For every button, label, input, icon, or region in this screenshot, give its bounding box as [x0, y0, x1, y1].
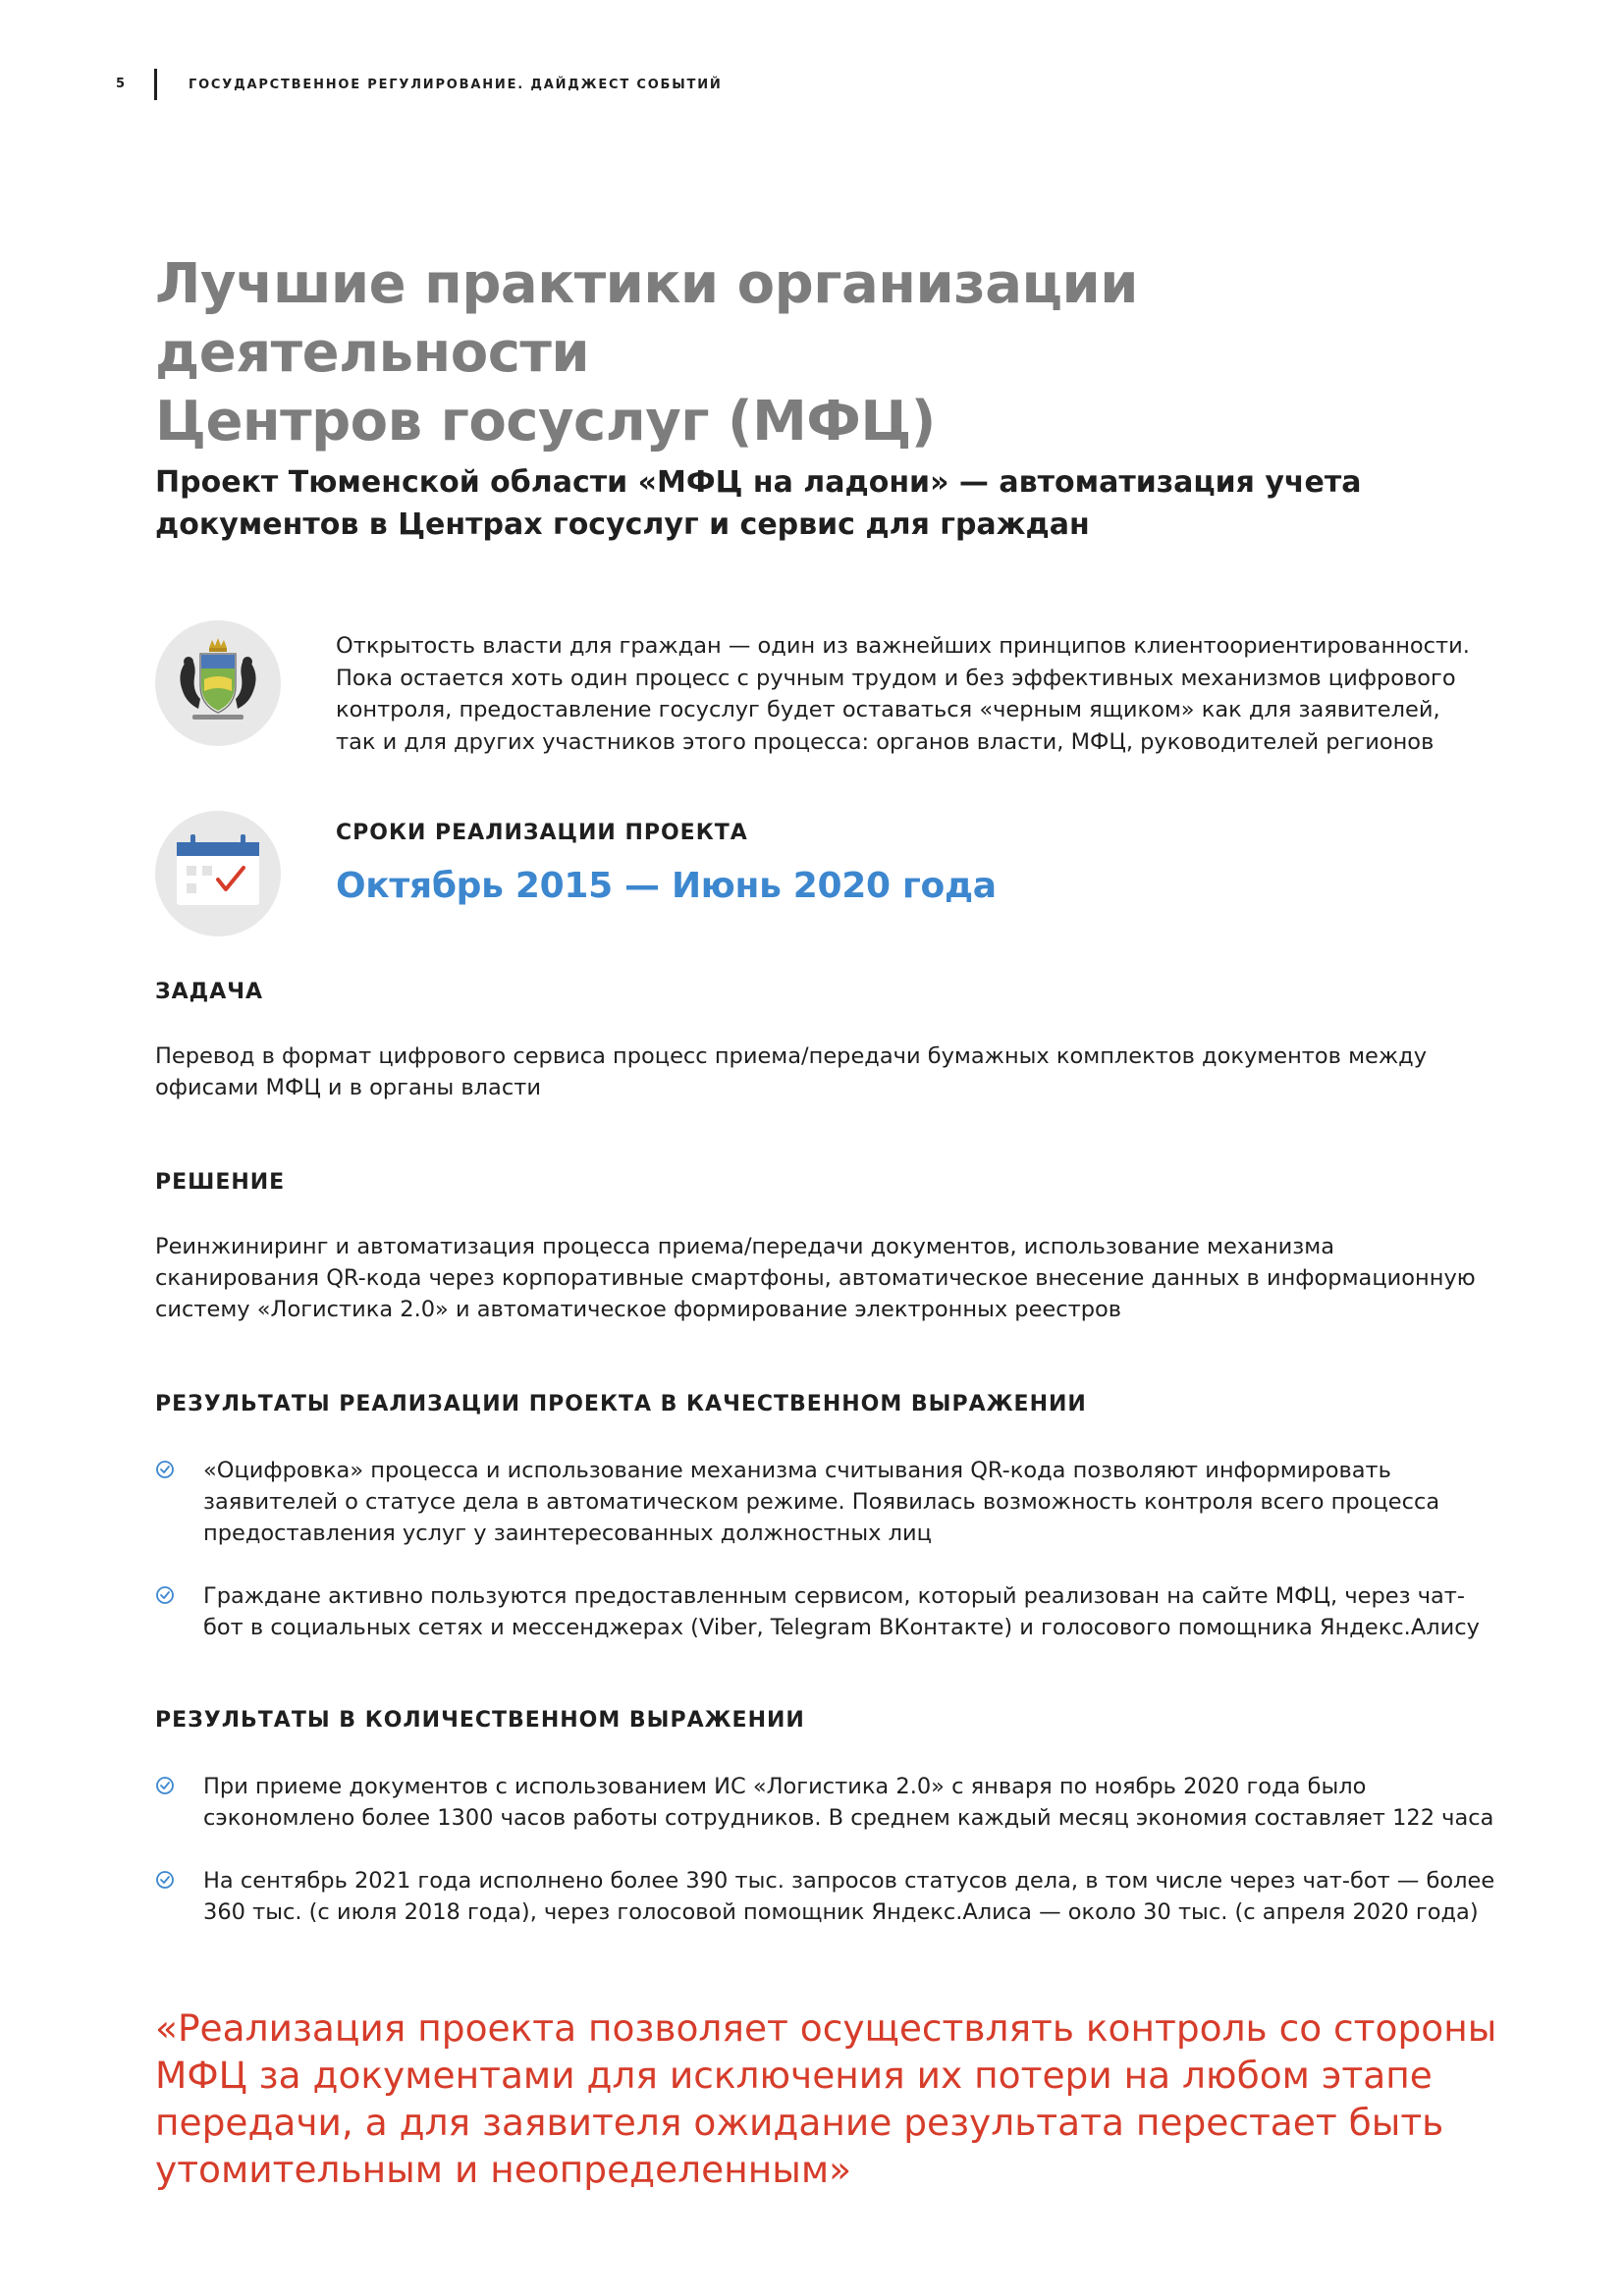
- timeline-value: Октябрь 2015 — Июнь 2020 года: [336, 866, 997, 906]
- solution-line: Реинжиниринг и автоматизация процесса приема/передачи документов, использование механизма: [155, 1234, 1335, 1259]
- task-heading: ЗАДАЧА: [155, 980, 264, 1004]
- quantitative-heading: РЕЗУЛЬТАТЫ В КОЛИЧЕСТВЕННОМ ВЫРАЖЕНИИ: [155, 1708, 805, 1733]
- pull-quote: [155, 2004, 1549, 2193]
- page-title-line: Центров госуслуг (МФЦ): [155, 390, 936, 454]
- page-title-line: Лучшие практики организации деятельности: [155, 252, 1139, 385]
- list-item-line: бот в социальных сетях и мессенджерах (Viber, Telegram ВКонтакте) и голосового помощника Яндекс.Алису: [203, 1615, 1480, 1640]
- list-item-line: При приеме документов с использованием ИС «Логистика 2.0» с января по ноябрь 2020 года было: [203, 1774, 1367, 1799]
- qualitative-heading: РЕЗУЛЬТАТЫ РЕАЛИЗАЦИИ ПРОЕКТА В КАЧЕСТВЕННОМ ВЫРАЖЕНИИ: [155, 1392, 1087, 1416]
- header-title: ГОСУДАРСТВЕННОЕ РЕГУЛИРОВАНИЕ. ДАЙДЖЕСТ СОБЫТИЙ: [189, 78, 723, 92]
- intro-paragraph: [336, 630, 1494, 758]
- calendar-check-icon: [155, 811, 281, 936]
- page-title: [155, 250, 1530, 456]
- intro-line: Пока остается хоть один процесс с ручным трудом и без эффективных механизмов цифрового: [336, 665, 1456, 691]
- list-item-line: предоставления услуг у заинтересованных должностных лиц: [203, 1521, 932, 1546]
- intro-line: так и для других участников этого процесса: органов власти, МФЦ, руководителей регионов: [336, 728, 1435, 755]
- project-subtitle: [155, 461, 1510, 546]
- solution-line: сканирования QR-кода через корпоративные смартфоны, автоматическое внесение данных в информационную: [155, 1265, 1476, 1291]
- list-item-line: заявителей о статусе дела в автоматическом режиме. Появилась возможность контроля всего процесса: [203, 1489, 1440, 1515]
- list-item-line: сэкономлено более 1300 часов работы сотрудников. В среднем каждый месяц экономия составляет 122 часа: [203, 1805, 1494, 1831]
- task-line: Перевод в формат цифрового сервиса процесс приема/передачи бумажных комплектов документов между: [155, 1043, 1428, 1069]
- intro-line: Открытость власти для граждан — один из важнейших принципов клиентоориентированности.: [336, 633, 1470, 659]
- check-circle-icon: [155, 1585, 175, 1605]
- header-divider: [154, 69, 157, 100]
- solution-heading: РЕШЕНИЕ: [155, 1170, 286, 1195]
- page-number: 5: [116, 77, 127, 91]
- tyumen-coat-of-arms-icon: [155, 620, 281, 746]
- check-circle-icon: [155, 1460, 175, 1479]
- solution-line: систему «Логистика 2.0» и автоматическое формирование электронных реестров: [155, 1297, 1122, 1322]
- pull-quote-line: «Реализация проекта позволяет осуществлять контроль со стороны: [155, 2006, 1497, 2050]
- list-item-text: [203, 1580, 1519, 1643]
- project-subtitle-line: Проект Тюменской области «МФЦ на ладони» — автоматизация учета: [155, 465, 1362, 500]
- pull-quote-line: МФЦ за документами для исключения их потери на любом этапе: [155, 2054, 1433, 2097]
- check-circle-icon: [155, 1776, 175, 1795]
- timeline-label: СРОКИ РЕАЛИЗАЦИИ ПРОЕКТА: [336, 821, 748, 845]
- list-item-line: На сентябрь 2021 года исполнено более 390 тыс. запросов статусов дела, в том числе через чат-бот — более: [203, 1868, 1495, 1894]
- pull-quote-line: утомительным и неопределенным»: [155, 2148, 852, 2191]
- project-subtitle-line: документов в Центрах госуслуг и сервис для граждан: [155, 507, 1090, 542]
- list-item-text: [203, 1771, 1519, 1834]
- solution-text: [155, 1231, 1510, 1325]
- task-line: офисами МФЦ и в органы власти: [155, 1075, 541, 1100]
- list-item-line: «Оцифровка» процесса и использование механизма считывания QR-кода позволяют информировать: [203, 1458, 1391, 1483]
- pull-quote-line: передачи, а для заявителя ожидание результата перестает быть: [155, 2101, 1444, 2144]
- list-item-line: Граждане активно пользуются предоставленным сервисом, который реализован на сайте МФЦ, через чат-: [203, 1583, 1466, 1609]
- check-circle-icon: [155, 1870, 175, 1890]
- task-text: [155, 1041, 1510, 1103]
- list-item-text: [203, 1455, 1519, 1549]
- list-item-line: 360 тыс. (с июля 2018 года), через голосовой помощник Яндекс.Алиса — около 30 тыс. (с апреля 2020 года): [203, 1899, 1479, 1925]
- intro-line: контроля, предоставление госуслуг будет оставаться «черным ящиком» как для заявителей,: [336, 697, 1440, 722]
- list-item-text: [203, 1865, 1519, 1928]
